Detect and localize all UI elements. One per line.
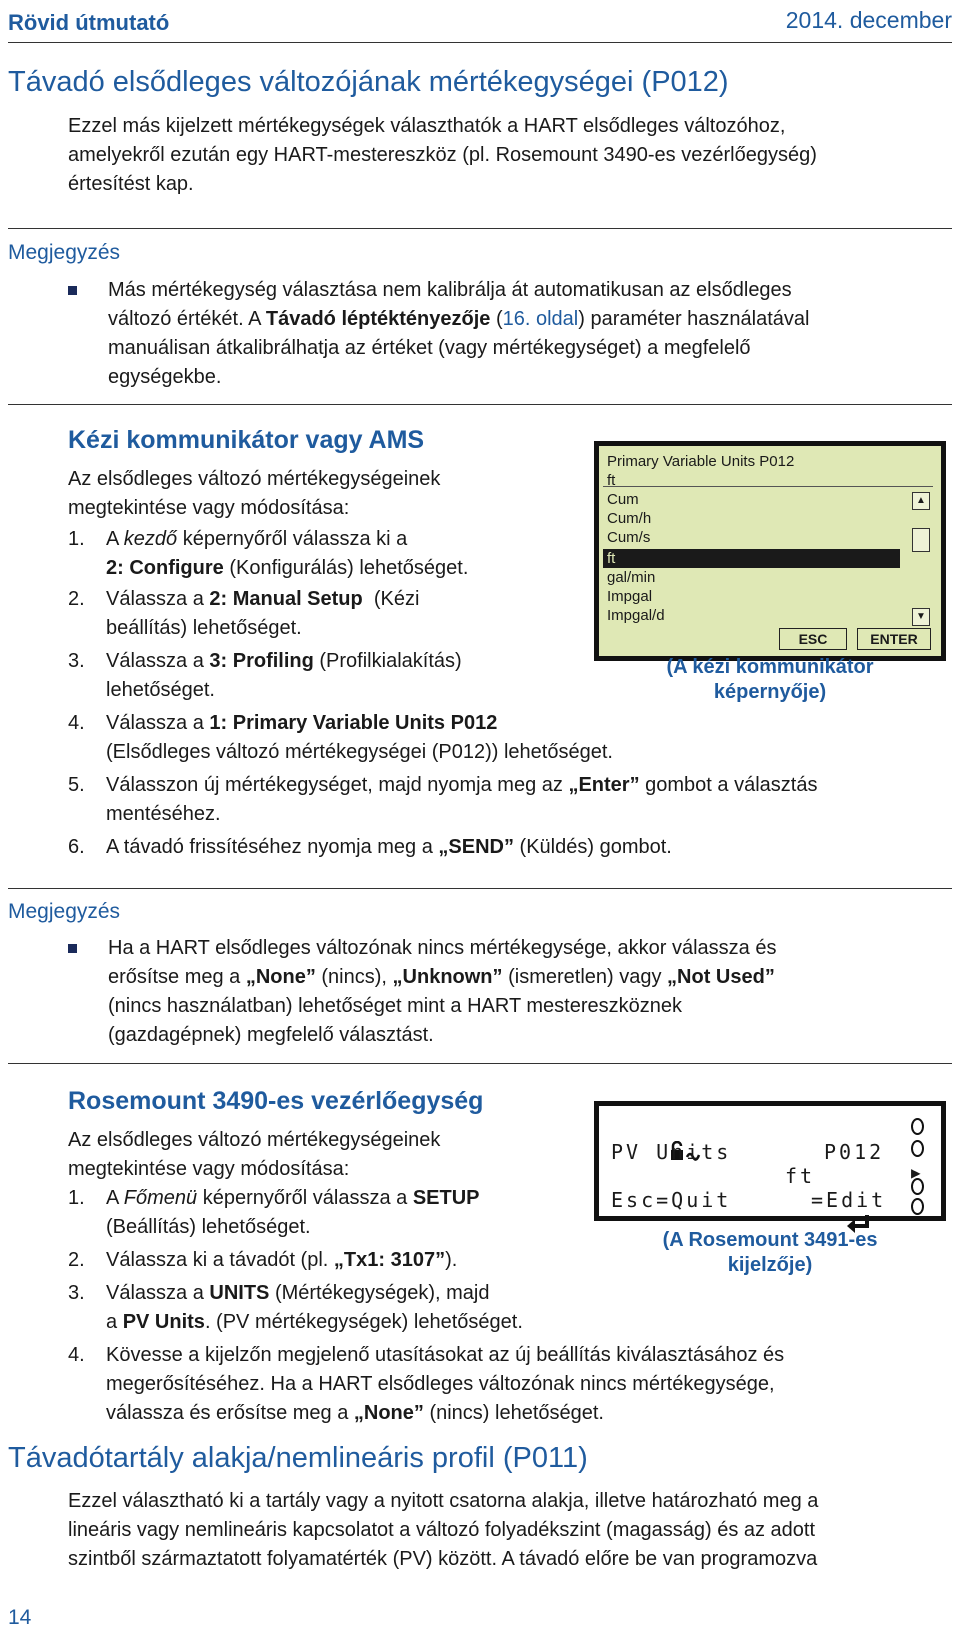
note-text: ( xyxy=(490,308,503,330)
step-number: 5. xyxy=(68,774,85,796)
bullet-icon xyxy=(68,944,77,953)
step-number: 6. xyxy=(68,836,85,858)
enter-button[interactable]: ENTER xyxy=(857,628,931,650)
indicator-led-icon xyxy=(911,1178,924,1195)
body-line: Ezzel választható ki a tartály vagy a nyitott csatorna alakja, illetve határozható meg a xyxy=(68,1490,819,1512)
unit-option[interactable]: Cum/h xyxy=(607,510,652,527)
screen-title: Primary Variable Units P012 xyxy=(607,453,795,470)
note-body xyxy=(108,276,948,392)
selected-unit-label: ft xyxy=(607,550,616,567)
step-text: Válassza a 3: Profiling (Profilkialakítás) xyxy=(106,650,462,672)
note-divider-bottom xyxy=(8,404,952,405)
display-caption xyxy=(594,1228,946,1278)
note-divider-top xyxy=(8,888,952,889)
intro-line: értesítést kap. xyxy=(68,173,194,195)
step-text: (Elsődleges változó mértékegységei (P012)) lehetőséget. xyxy=(106,741,613,763)
indicator-led-icon xyxy=(911,1198,924,1215)
communicator-screen xyxy=(594,441,946,661)
step-number: 2. xyxy=(68,588,85,610)
display-pv-units: PV Units xyxy=(611,1140,732,1164)
screen-divider xyxy=(603,486,933,487)
section-body xyxy=(68,1487,948,1574)
caption-line: kijelzője) xyxy=(727,1254,813,1276)
step-text: a PV Units. (PV mértékegységek) lehetőséget. xyxy=(106,1311,523,1333)
unit-option[interactable]: gal/min xyxy=(607,569,656,586)
body-line: szintből származtatott folyamatérték (PV) között. A távadó előre be van programozva xyxy=(68,1548,818,1570)
display-esc-quit: Esc=Quit xyxy=(611,1188,732,1212)
bullet-icon xyxy=(68,286,77,295)
intro-line: megtekintése vagy módosítása: xyxy=(68,1158,350,1180)
note-line xyxy=(108,305,948,334)
intro-line: amelyekről ezután egy HART-mestereszköz (pl. Rosemount 3490-es vezérlőegység) xyxy=(68,144,817,166)
step-text: Válassza a UNITS (Mértékegységek), majd xyxy=(106,1282,490,1304)
intro-line: Az elsődleges változó mértékegységeinek xyxy=(68,1129,441,1151)
section-title-p011: Távadótartály alakja/nemlineáris profil (P011) xyxy=(8,1442,588,1474)
indicator-led-icon xyxy=(911,1118,924,1135)
rosemount-display xyxy=(594,1101,946,1221)
current-unit: ft xyxy=(607,472,616,489)
note-title: Megjegyzés xyxy=(8,900,121,923)
unit-option[interactable]: Cum xyxy=(607,491,639,508)
hart-intro xyxy=(68,465,568,523)
step-text: A Főmenü képernyőről válassza a SETUP xyxy=(106,1187,480,1209)
r3490-section-title: Rosemount 3490-es vezérlőegység xyxy=(68,1087,484,1115)
step-text: Válassza ki a távadót (pl. „Tx1: 3107”). xyxy=(106,1249,458,1271)
note-line: (nincs használatban) lehetőséget mint a HART mestereszköznek xyxy=(108,995,682,1017)
step-text: A távadó frissítéséhez nyomja meg a „SEND” (Küldés) gombot. xyxy=(106,836,672,858)
caption-line: (A kézi kommunikátor xyxy=(666,656,874,678)
scroll-up-icon[interactable]: ▲ xyxy=(912,492,930,510)
section-title-p012: Távadó elsődleges változójának mértékegységei (P012) xyxy=(8,66,729,98)
esc-button[interactable]: ESC xyxy=(779,628,847,650)
step-number: 4. xyxy=(68,1344,85,1366)
step-text: 2: Configure (Konfigurálás) lehetőséget. xyxy=(106,557,469,579)
step-number: 3. xyxy=(68,650,85,672)
step-text: Válassza a 2: Manual Setup (Kézi xyxy=(106,588,420,610)
note-divider-top xyxy=(8,228,952,229)
step-number: 2. xyxy=(68,1249,85,1271)
r3490-intro xyxy=(68,1126,568,1184)
parameter-name: Távadó léptéktényezője xyxy=(265,308,491,330)
step-text: Kövesse a kijelzőn megjelenő utasításokat az új beállítás kiválasztásához és xyxy=(106,1344,785,1366)
step-number: 3. xyxy=(68,1282,85,1304)
hart-section-title: Kézi kommunikátor vagy AMS xyxy=(68,426,425,454)
display-edit: =Edit xyxy=(811,1188,887,1212)
step-text: beállítás) lehetőséget. xyxy=(106,617,302,639)
page-link[interactable]: 16. oldal xyxy=(502,308,579,330)
caption-line: (A Rosemount 3491-es xyxy=(662,1229,878,1251)
play-icon: ▶ xyxy=(911,1163,921,1182)
step-number: 1. xyxy=(68,1187,85,1209)
unit-option[interactable]: Impgal/d xyxy=(607,607,665,624)
intro-line: megtekintése vagy módosítása: xyxy=(68,497,350,519)
note-line: (gazdagépnek) megfelelő választást. xyxy=(108,1024,434,1046)
note-line: manuálisan átkalibrálhatja az értéket (vagy mértékegységet) a megfelelő xyxy=(108,337,751,359)
page-number: 14 xyxy=(8,1606,32,1629)
note-title: Megjegyzés xyxy=(8,241,121,264)
unit-option[interactable]: Cum/s xyxy=(607,529,651,546)
intro-line: Ezzel más kijelzett mértékegységek választhatók a HART elsődleges változóhoz, xyxy=(68,115,786,137)
note-line: erősítse meg a „None” (nincs), „Unknown” (ismeretlen) vagy „Not Used” xyxy=(108,966,775,988)
step-number: 4. xyxy=(68,712,85,734)
note-line: Ha a HART elsődleges változónak nincs mértékegysége, akkor válassza és xyxy=(108,937,777,959)
step-text: Válasszon új mértékegységet, majd nyomja meg az „Enter” gombot a választás xyxy=(106,774,818,796)
section-intro xyxy=(68,112,948,199)
indicator-led-icon xyxy=(911,1140,924,1157)
note-text: ) paraméter használatával xyxy=(578,308,810,330)
communicator-caption xyxy=(594,655,946,705)
note-line: egységekbe. xyxy=(108,366,222,388)
caption-line: képernyője) xyxy=(713,681,827,703)
step-text: megerősítéséhez. Ha a HART elsődleges változónak nincs mértékegysége, xyxy=(106,1373,775,1395)
note-line: Más mértékegység választása nem kalibrálja át automatikusan az elsődleges xyxy=(108,279,792,301)
step-text: lehetőséget. xyxy=(106,679,215,701)
step-number: 1. xyxy=(68,528,85,550)
step-text: (Beállítás) lehetőséget. xyxy=(106,1216,311,1238)
body-line: lineáris vagy nemlineáris kapcsolatot a változó folyadékszint (magasság) és az adott xyxy=(68,1519,816,1541)
intro-line: Az elsődleges változó mértékegységeinek xyxy=(68,468,441,490)
step-text: mentéséhez. xyxy=(106,803,221,825)
scrollbar-thumb[interactable] xyxy=(912,528,930,552)
step-text: A kezdő képernyőről válassza ki a xyxy=(106,528,408,550)
unit-option-selected[interactable] xyxy=(603,549,900,568)
step-text: válassza és erősítse meg a „None” (nincs) lehetőséget. xyxy=(106,1402,604,1424)
display-unit-value: ft xyxy=(785,1164,816,1188)
unit-option[interactable]: Impgal xyxy=(607,588,653,605)
header-date: 2014. december xyxy=(785,7,952,33)
header-doc-type: Rövid útmutató xyxy=(8,10,170,35)
note-text: változó értékét. A xyxy=(108,308,266,330)
note-divider-bottom xyxy=(8,1063,952,1064)
step-text: Válassza a 1: Primary Variable Units P012 xyxy=(106,712,498,734)
header-divider xyxy=(8,42,952,43)
scroll-down-icon[interactable]: ▼ xyxy=(912,608,930,626)
note-body xyxy=(108,934,948,1050)
display-parameter-code: P012 xyxy=(824,1140,885,1164)
